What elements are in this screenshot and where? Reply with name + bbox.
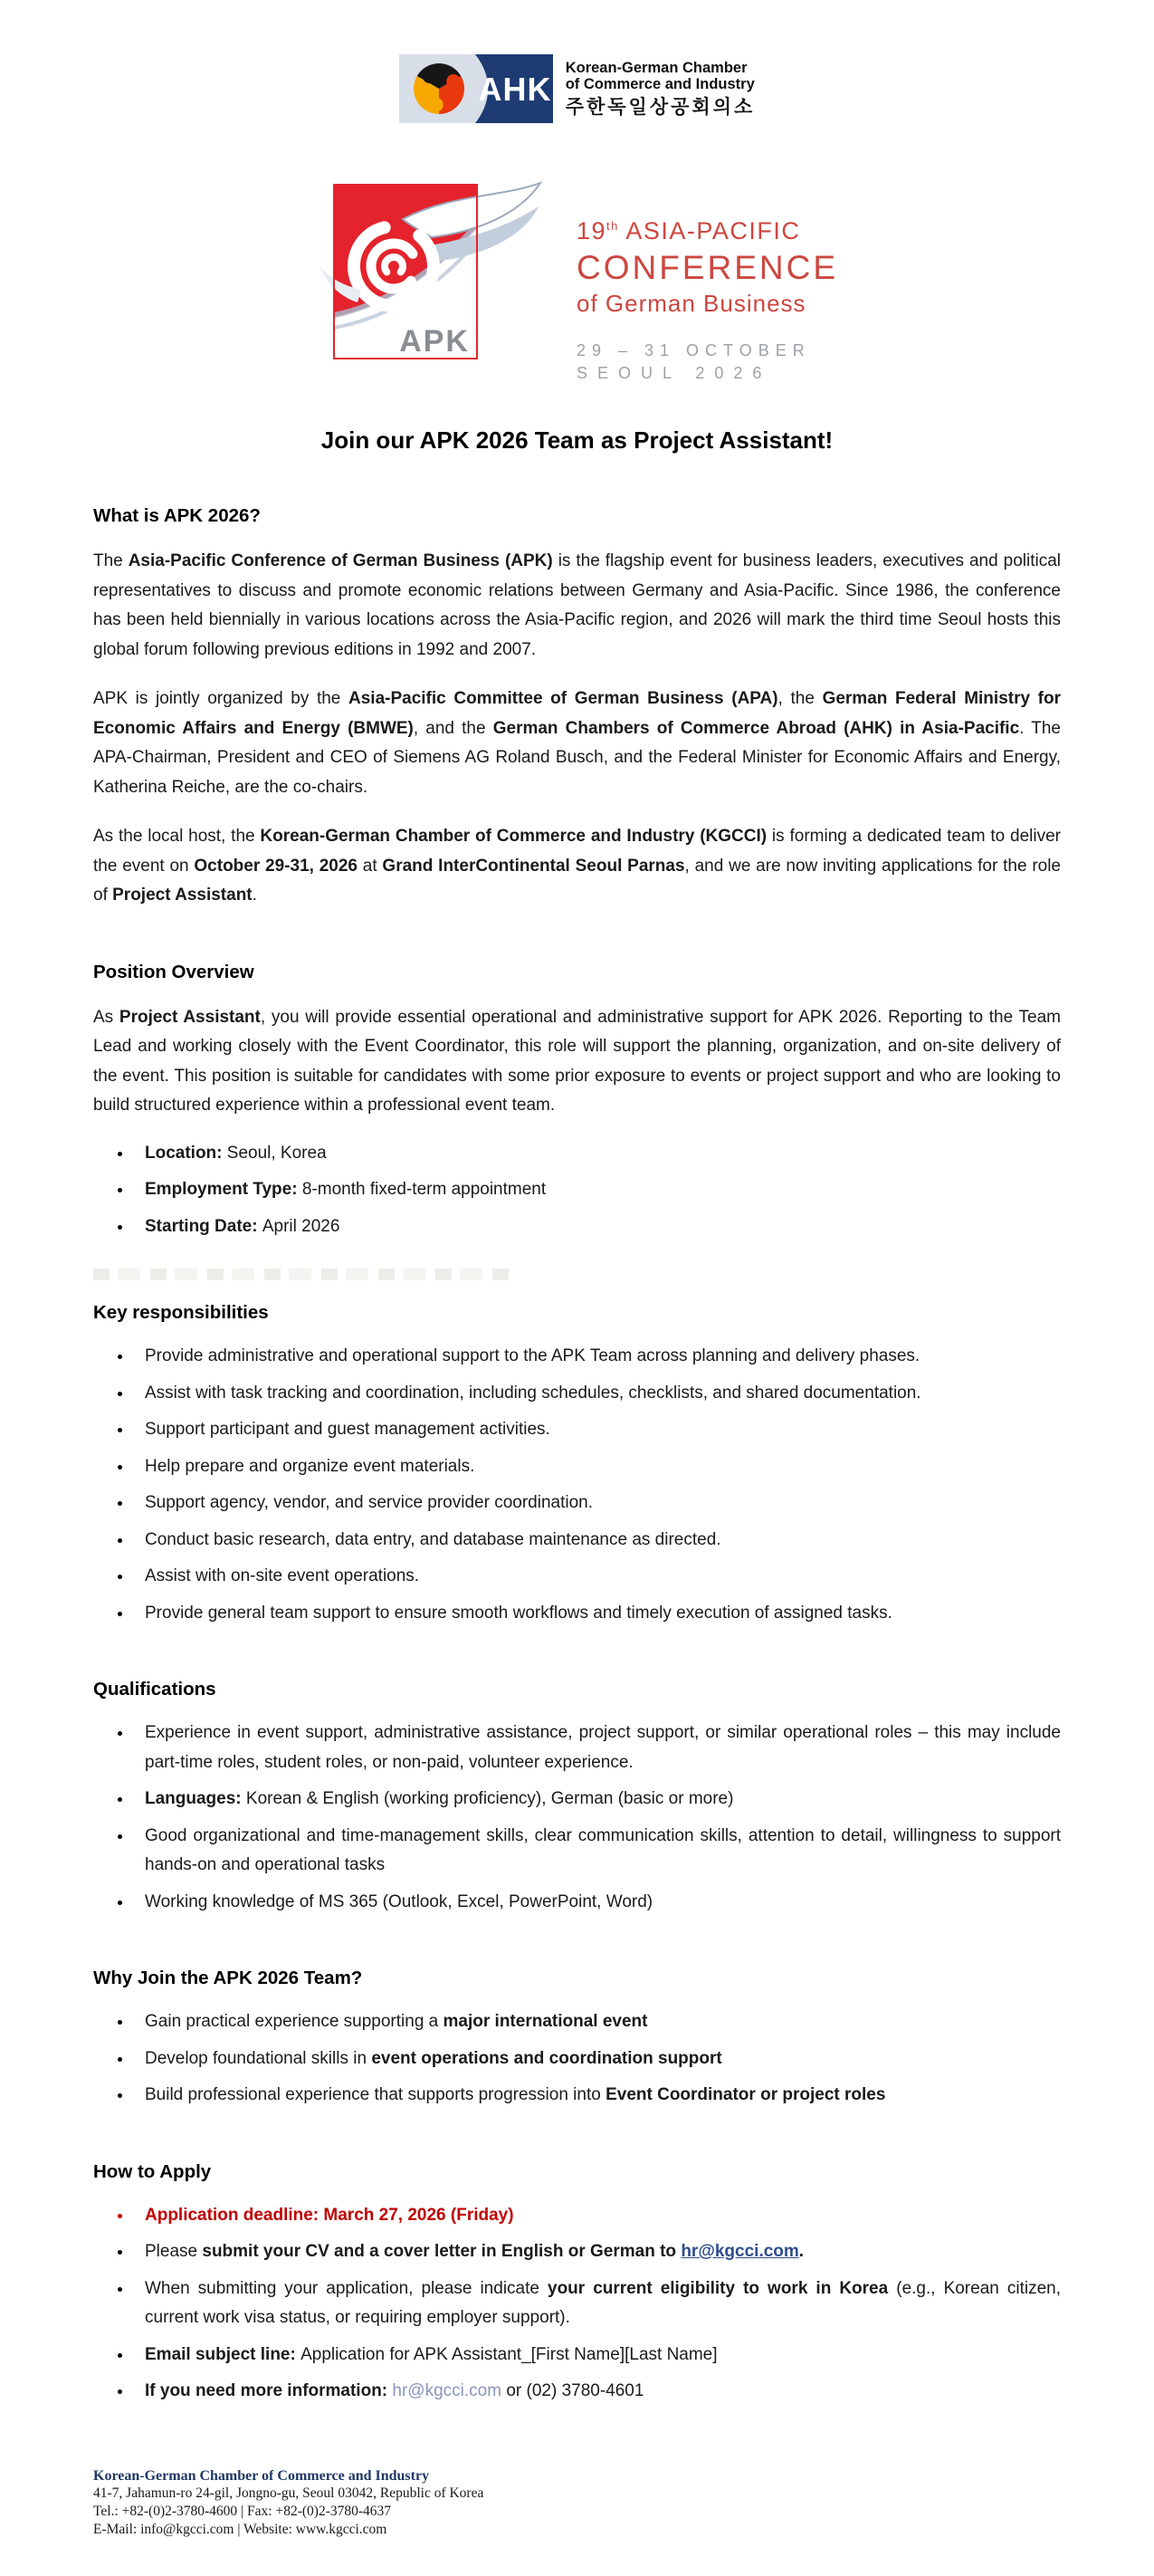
qualifications-list [93,1719,1061,1917]
text-segment: Application deadline: March 27, 2026 (Friday) [145,2205,514,2225]
apk-line4-dates: 29 – 31 OCTOBER [576,341,811,359]
section-heading-why-join: Why Join the APK 2026 Team? [93,1968,363,1988]
bullet-item [93,1719,1061,1777]
text-segment: Support agency, vendor, and service provider coordination. [145,1493,594,1512]
bullet-item [93,1785,1061,1815]
position-details-list [93,1139,1061,1242]
section-heading-how-to-apply: How to Apply [93,2160,212,2182]
key-responsibilities-list [93,1342,1061,1628]
document-footer [93,2468,483,2539]
text-segment: . The APA-Chairman, President and CEO of Siemens AG Roland Busch, and the Federal Minister for Economic Affairs and Energy, Katherina Reiche, are the co-chairs. [93,718,1061,797]
text-segment: Employment Type: [145,1180,302,1199]
text-segment: Project Assistant [112,886,253,905]
footer-tel-fax: Tel.: +82-(0)2-3780-4600 | Fax: +82-(0)2-3780-4637 [93,2504,392,2519]
what-is-paragraph-3 [93,822,1061,911]
text-segment: Asia-Pacific Committee of German Business (APA) [348,689,778,708]
bullet-item [93,2377,1061,2407]
ahk-logo [0,0,1154,123]
text-segment: at [357,856,383,876]
apk-line5-city: SEOUL 2026 [576,364,772,382]
bullet-item [93,2045,1061,2074]
text-segment: Application for APK Assistant_[First Name][Last Name] [300,2344,718,2364]
text-segment: Provide administrative and operational support to the APK Team across planning and delivery phases. [145,1346,920,1365]
bullet-item [93,1599,1061,1629]
ahk-abbr-text: AHK [478,71,552,108]
ahk-logo-names [566,60,756,118]
footer-company-name: Korean-German Chamber of Commerce and Industry [93,2468,430,2484]
apk-line3: of German Business [576,290,806,317]
apk-line1-sup: th [606,219,619,233]
apk-conference-logo [0,179,1154,383]
text-segment: Email subject line: [145,2344,301,2364]
apk-badge-text: APK [399,324,470,359]
apk-logo-text [577,179,838,383]
text-segment: Starting Date: [145,1216,262,1236]
bullet-item [93,1342,1061,1372]
apk-line1 [577,217,838,245]
text-segment: Languages: [145,1789,246,1808]
text-segment: Assist with on-site event operations. [145,1566,420,1585]
text-segment: (e.g., Korean citizen, current work visa status, or requiring employer support). [145,2278,1062,2327]
bullet-item [93,1175,1061,1205]
text-segment: As [93,1007,119,1027]
email-link[interactable]: hr@kgcci.com [681,2242,799,2261]
text-segment: The [93,551,129,570]
bullet-item [93,1139,1061,1169]
faded-text-artifact [93,1269,517,1280]
section-heading-position-overview: Position Overview [93,961,254,982]
section-heading-what-is: What is APK 2026? [93,505,261,526]
apk-wave-logo-icon [316,179,544,364]
what-is-paragraph-2 [93,685,1061,802]
what-is-paragraph-1 [93,547,1061,665]
ahk-name-line1: Korean-German Chamber [565,59,748,76]
position-overview-paragraph [93,1003,1061,1121]
text-segment: Seoul, Korea [226,1143,327,1163]
text-segment: , the [777,689,823,708]
text-segment: Location: [145,1143,227,1163]
text-segment: , and the [413,718,493,738]
bullet-item [93,2237,1061,2267]
text-segment: April 2026 [262,1216,340,1236]
text-segment: Working knowledge of MS 365 (Outlook, Excel, PowerPoint, Word) [145,1891,653,1911]
text-segment: October 29-31, 2026 [194,856,358,876]
bullet-item [93,1822,1061,1881]
how-to-apply-list [93,2201,1061,2407]
text-segment: Event Coordinator or project roles [606,2085,886,2104]
bullet-item [93,2201,1061,2231]
text-segment: , and we are now inviting applications for the role of [93,856,1061,905]
bullet-item [93,1489,1061,1518]
footer-address: 41-7, Jahamun-ro 24-gil, Jongno-gu, Seoul 03042, Republic of Korea [93,2485,484,2501]
bullet-item [93,1562,1061,1592]
ahk-name-korean: 주한독일상공회의소 [565,96,756,118]
footer-email-website: E-Mail: info@kgcci.com | Website: www.kgcci.com [93,2522,387,2537]
text-segment: Conduct basic research, data entry, and database maintenance as directed. [145,1529,721,1549]
bullet-item [93,1888,1061,1918]
text-segment: your current eligibility to work in Korea [548,2278,889,2298]
text-segment: . [252,886,257,905]
text-segment: Project Assistant [119,1007,261,1027]
apk-line1-rest: ASIA-PACIFIC [618,217,801,244]
text-segment: , you will provide essential operational and administrative support for APK 2026. Reporting to the Team Lead and working closely with the Event Coordinator, this role will support the planning, organization, and on-site delivery of the event. This position is suitable for candidates with some prior exposure to events or project support and who are looking to build structured experience within a professional event team. [93,1007,1062,1115]
text-segment: Support participant and guest management activities. [145,1420,550,1439]
text-segment: is the flagship event for business leaders, executives and political representatives to discuss and promote economic relations between Germany and Asia-Pacific. Since 1986, the conference has been held biennially in various locations across the Asia-Pacific region, and 2026 will mark the third time Seoul hosts this global forum following previous editions in 1992 and 2007. [93,551,1061,659]
text-segment: Korean-German Chamber of Commerce and Industry (KGCCI) [260,827,768,846]
text-segment: As the local host, the [93,827,261,846]
text-segment: submit your CV and a cover letter in English or German to [202,2242,682,2261]
text-segment: event operations and coordination support [371,2048,722,2068]
text-segment: APK is jointly organized by the [93,689,348,708]
text-segment: Assist with task tracking and coordination, including schedules, checklists, and shared documentation. [145,1383,921,1403]
bullet-item [93,2341,1061,2370]
text-segment: German Chambers of Commerce Abroad (AHK) in Asia-Pacific [492,718,1020,738]
text-segment: is forming a dedicated team to deliver the event on [93,827,1061,876]
text-segment: Please [145,2242,203,2261]
text-segment: major international event [443,2012,648,2031]
apk-line1-num: 19 [576,217,607,244]
bullet-item [93,2007,1061,2037]
ahk-name-line2: of Commerce and Industry [565,76,755,93]
text-segment: Gain practical experience supporting a [145,2012,443,2031]
bullet-item [93,1415,1061,1445]
text-segment: . [798,2242,805,2261]
document-body [0,505,1154,2407]
text-segment: Asia-Pacific Conference of German Business (APK) [128,551,553,570]
text-segment: Help prepare and organize event materials. [145,1456,475,1476]
email-link[interactable]: hr@kgcci.com [392,2381,502,2400]
text-segment: Develop foundational skills in [145,2048,372,2068]
text-segment: Korean & English (working proficiency), German (basic or more) [245,1789,734,1808]
text-segment: Grand InterContinental Seoul Parnas [382,856,685,876]
apk-line2: CONFERENCE [576,249,839,286]
text-segment: Build professional experience that supports progression into [145,2085,606,2104]
text-segment: If you need more information: [145,2381,393,2400]
bullet-item [93,2081,1061,2111]
bullet-item [93,1526,1061,1556]
bullet-item [93,2274,1061,2333]
bullet-item [93,1212,1061,1242]
section-heading-key-responsibilities: Key responsibilities [93,1302,269,1323]
bullet-item [93,1452,1061,1482]
text-segment: Provide general team support to ensure smooth workflows and timely execution of assigned tasks. [145,1603,892,1623]
page-title: Join our APK 2026 Team as Project Assistant! [320,426,834,454]
text-segment: Good organizational and time-management skills, clear communication skills, attention to detail, willingness to support hands-on and operational tasks [145,1825,1061,1874]
why-join-list [93,2007,1061,2111]
section-heading-qualifications: Qualifications [93,1679,216,1700]
ahk-taegeuk-icon [399,54,553,123]
text-segment: When submitting your application, please indicate [145,2278,548,2298]
text-segment: German Federal Ministry for Economic Affairs and Energy (BMWE) [93,689,1062,738]
text-segment: Experience in event support, administrative assistance, project support, or similar operational roles – this may include part-time roles, student roles, or non-paid, volunteer experience. [145,1723,1061,1772]
text-segment: or (02) 3780-4601 [501,2381,644,2400]
text-segment: 8-month fixed-term appointment [301,1180,547,1199]
bullet-item [93,1379,1061,1409]
